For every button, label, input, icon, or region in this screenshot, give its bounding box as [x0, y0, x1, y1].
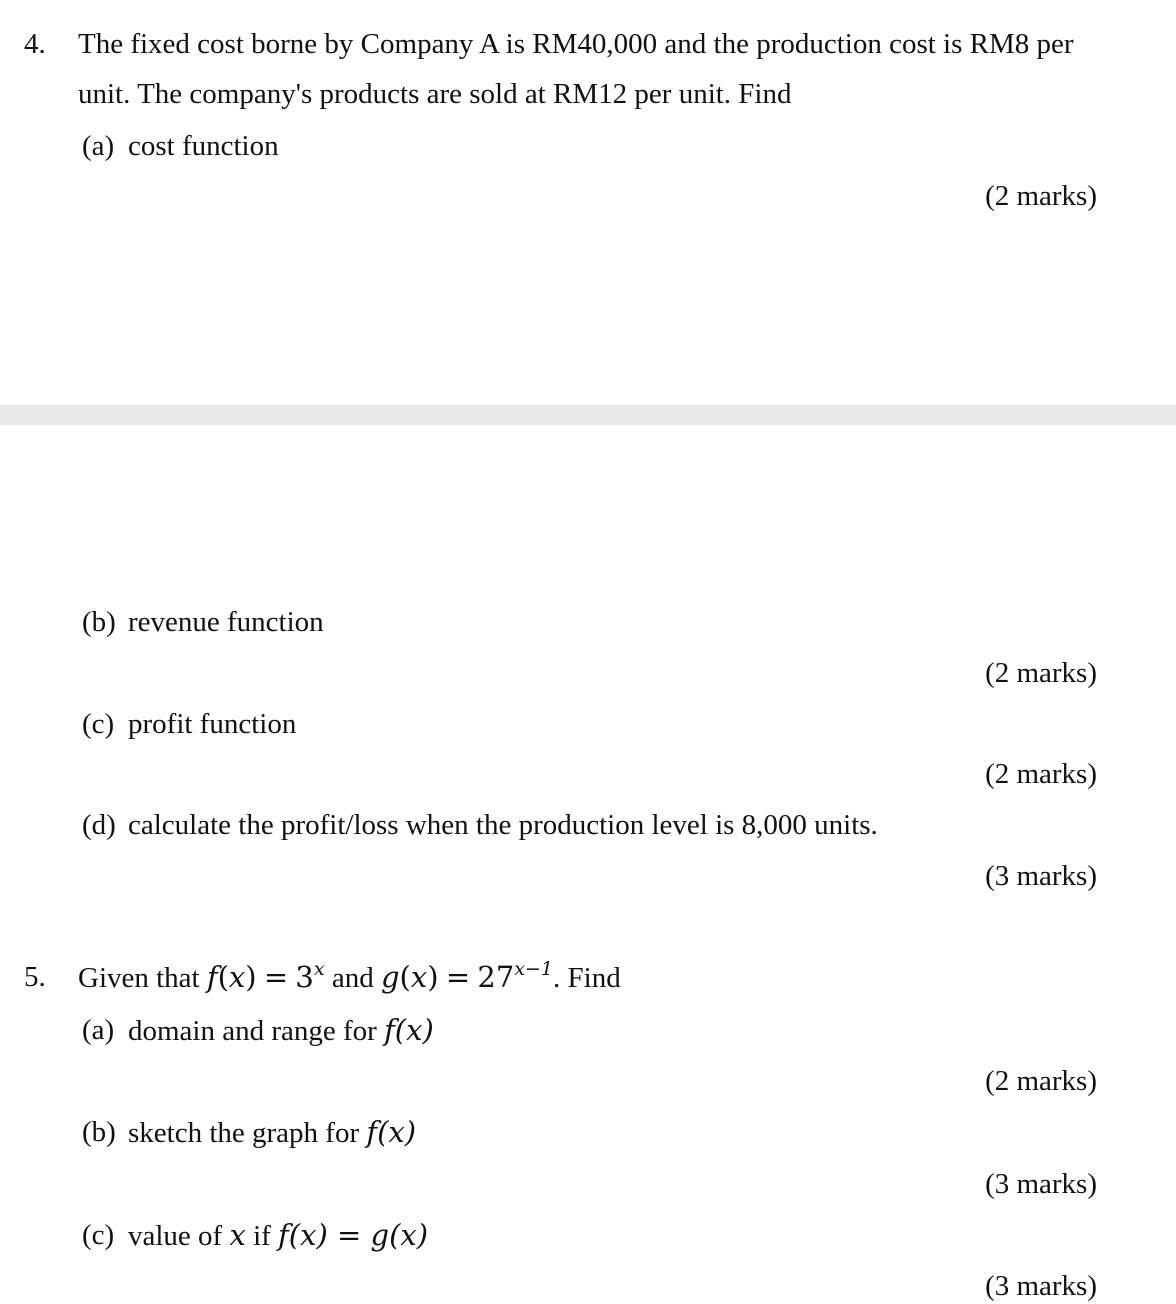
q5-part-b-marks: (3 marks) [985, 1168, 1097, 1200]
question-4-number: 4. [24, 28, 46, 60]
q4-part-d-marks: (3 marks) [985, 860, 1097, 892]
q5-part-a-label: (a) [82, 1014, 115, 1046]
q5-part-b-expr: f(x) [366, 1115, 417, 1149]
q4-part-a-label: (a) [82, 130, 115, 162]
q4-part-b-text: revenue function [128, 606, 324, 638]
q5-part-a-marks: (2 marks) [985, 1065, 1097, 1097]
question-5-intro: Given that f(x) = 3$^x$ and $g(x) = 27^{x-1}$. Find [78, 958, 621, 994]
q4-part-b-marks: (2 marks) [985, 657, 1097, 689]
q4-part-d-label: (d) [82, 809, 116, 841]
question-5-number: 5. [24, 961, 46, 993]
q5-part-c-marks: (3 marks) [985, 1270, 1097, 1302]
question-4-text-line-2: unit. The company's products are sold at RM12 per unit. Find [78, 78, 792, 110]
page-break-divider [0, 405, 1176, 425]
q5-part-c-text: value of x if f(x) = g(x) [128, 1218, 429, 1252]
q5-part-b-text: sketch the graph for f(x) [128, 1115, 417, 1149]
q4-part-c-label: (c) [82, 708, 115, 740]
q4-part-b-label: (b) [82, 606, 116, 638]
question-4-text-line-1: The fixed cost borne by Company A is RM40,000 and the production cost is RM8 per [78, 28, 1074, 60]
q5-part-a-expr: f(x) [384, 1013, 434, 1047]
q5-part-c-expr: f(x) = g(x) [278, 1218, 429, 1252]
q4-part-a-text: cost function [128, 130, 279, 162]
q5-part-c-label: (c) [82, 1219, 115, 1251]
q5-part-a-text: domain and range for f(x) [128, 1013, 434, 1047]
q4-part-c-marks: (2 marks) [985, 758, 1097, 790]
q4-part-c-text: profit function [128, 708, 297, 740]
q4-part-a-marks: (2 marks) [985, 180, 1097, 212]
q5-part-b-label: (b) [82, 1116, 116, 1148]
q4-part-d-text: calculate the profit/loss when the production level is 8,000 units. [128, 809, 878, 841]
